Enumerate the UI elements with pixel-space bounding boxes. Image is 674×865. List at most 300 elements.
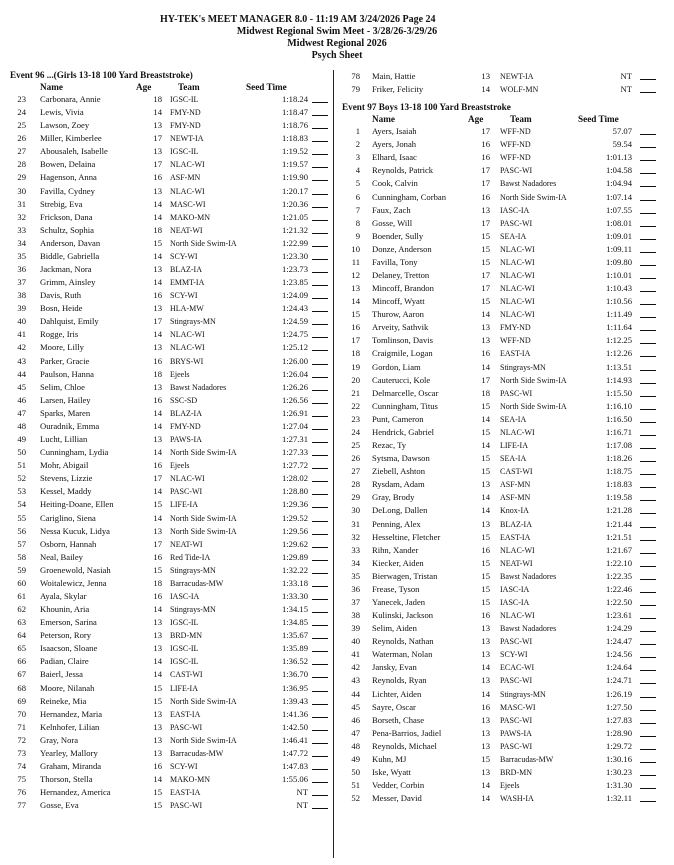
table-row bbox=[10, 590, 328, 603]
swimmer-name: Bosn, Heide bbox=[40, 303, 83, 314]
team-name: MASC-WI bbox=[500, 702, 536, 712]
team-name: Stingrays-MN bbox=[170, 565, 216, 575]
team-name: BRD-MN bbox=[170, 631, 203, 641]
swimmer-age: 15 bbox=[153, 564, 162, 575]
place-number: 34 bbox=[351, 557, 360, 568]
team-name: EAST-IA bbox=[170, 788, 201, 798]
team-name: FMY-ND bbox=[500, 323, 531, 333]
table-row bbox=[342, 648, 664, 661]
seed-time: 1:27.72 bbox=[281, 460, 308, 471]
final-time-blank bbox=[640, 213, 656, 214]
table-row bbox=[342, 70, 664, 83]
final-time-blank bbox=[640, 527, 656, 528]
final-time-blank bbox=[640, 92, 656, 93]
swimmer-age: 14 bbox=[153, 198, 162, 209]
place-number: 62 bbox=[17, 604, 26, 615]
seed-time: 1:15.50 bbox=[605, 387, 632, 398]
seed-time: 57.07 bbox=[612, 126, 632, 137]
swimmer-name: Vedder, Corbin bbox=[372, 780, 425, 791]
swimmer-name: Reynolds, Ryan bbox=[372, 675, 427, 686]
team-name: SEA-IA bbox=[500, 454, 527, 464]
team-name: WOLF-MN bbox=[500, 85, 539, 95]
final-time-blank bbox=[312, 246, 328, 247]
swimmer-age: 14 bbox=[153, 277, 162, 288]
team-name: NEAT-WI bbox=[170, 225, 203, 235]
swimmer-name: Delmarcelle, Oscar bbox=[372, 387, 439, 398]
swimmer-name: Boender, Sully bbox=[372, 230, 424, 241]
team-name: Stingrays-MN bbox=[500, 689, 546, 699]
place-number: 14 bbox=[351, 296, 360, 307]
table-row bbox=[342, 361, 664, 374]
seed-time: 1:27.33 bbox=[281, 447, 308, 458]
meet-name: Midwest Regional 2026 bbox=[287, 38, 387, 49]
final-time-blank bbox=[312, 756, 328, 757]
seed-time: 1:09.11 bbox=[606, 243, 632, 254]
seed-time: 1:29.36 bbox=[281, 499, 308, 510]
swimmer-name: Ayers, Isaiah bbox=[372, 126, 417, 137]
team-name: NLAC-WI bbox=[500, 611, 535, 621]
team-name: Ejeels bbox=[170, 369, 190, 379]
final-time-blank bbox=[312, 534, 328, 535]
seed-time: 1:22.10 bbox=[605, 557, 632, 568]
swimmer-name: Abousaleh, Isabelle bbox=[40, 146, 108, 157]
place-number: 60 bbox=[17, 577, 26, 588]
swimmer-name: Donze, Anderson bbox=[372, 243, 432, 254]
swimmer-name: Messer, David bbox=[372, 793, 422, 804]
final-time-blank bbox=[640, 697, 656, 698]
place-number: 24 bbox=[17, 107, 26, 118]
seed-time: 1:24.29 bbox=[605, 623, 632, 634]
swimmer-age: 13 bbox=[153, 303, 162, 314]
table-row bbox=[342, 269, 664, 282]
team-name: NLAC-WI bbox=[500, 244, 535, 254]
place-number: 44 bbox=[351, 688, 360, 699]
place-number: 46 bbox=[351, 714, 360, 725]
swimmer-name: Bierwagen, Tristan bbox=[372, 570, 438, 581]
team-name: NLAC-WI bbox=[500, 271, 535, 281]
place-number: 47 bbox=[351, 727, 360, 738]
swimmer-name: Kulinski, Jackson bbox=[372, 610, 434, 621]
swimmer-name: Faux, Zach bbox=[372, 204, 411, 215]
swimmer-age: 16 bbox=[153, 460, 162, 471]
swimmer-name: Arveity, Sathvik bbox=[372, 322, 429, 333]
place-number: 52 bbox=[351, 793, 360, 804]
place-number: 70 bbox=[17, 708, 26, 719]
swimmer-age: 15 bbox=[481, 453, 490, 464]
swimmer-name: Hagenson, Anna bbox=[40, 172, 97, 183]
final-time-blank bbox=[312, 795, 328, 796]
place-number: 15 bbox=[351, 309, 360, 320]
table-row bbox=[10, 93, 328, 106]
swimmer-name: Emerson, Sarina bbox=[40, 617, 97, 628]
place-number: 51 bbox=[17, 460, 26, 471]
swimmer-name: Waterman, Nolan bbox=[372, 649, 433, 660]
swimmer-age: 14 bbox=[153, 329, 162, 340]
seed-time: 1:16.50 bbox=[605, 413, 632, 424]
swimmer-age: 16 bbox=[481, 701, 490, 712]
swimmer-age: 15 bbox=[481, 243, 490, 254]
swimmer-age: 13 bbox=[153, 264, 162, 275]
final-time-blank bbox=[640, 173, 656, 174]
final-time-blank bbox=[640, 670, 656, 671]
swimmer-age: 16 bbox=[153, 590, 162, 601]
seed-time: 1:46.41 bbox=[281, 734, 308, 745]
right-column bbox=[342, 70, 664, 805]
final-time-blank bbox=[640, 474, 656, 475]
seed-time: 1:18.24 bbox=[281, 94, 308, 104]
team-name: SEA-IA bbox=[500, 231, 527, 241]
place-number: 40 bbox=[17, 316, 26, 327]
seed-time: 1:10.56 bbox=[605, 296, 632, 307]
swimmer-name: Groenewold, Nasiah bbox=[40, 564, 111, 575]
final-time-blank bbox=[640, 200, 656, 201]
team-name: Bawst Nadadores bbox=[500, 179, 557, 189]
table-row bbox=[10, 708, 328, 721]
table-row bbox=[10, 642, 328, 655]
seed-time: 1:22.35 bbox=[605, 570, 632, 581]
final-time-blank bbox=[640, 239, 656, 240]
swimmer-age: 16 bbox=[481, 139, 490, 150]
place-number: 21 bbox=[351, 387, 360, 398]
final-time-blank bbox=[640, 592, 656, 593]
swimmer-age: 17 bbox=[481, 178, 490, 189]
team-name: IASC-IA bbox=[500, 205, 530, 215]
swimmer-name: Cook, Calvin bbox=[372, 178, 418, 189]
place-number: 32 bbox=[17, 211, 26, 222]
swimmer-name: Lewis, Vivia bbox=[40, 107, 84, 118]
swimmer-age: 14 bbox=[481, 361, 490, 372]
seed-time: 1:24.47 bbox=[605, 636, 632, 647]
table-row bbox=[10, 355, 328, 368]
swimmer-name: Jansky, Evan bbox=[372, 662, 417, 673]
swimmer-name: Selim, Aiden bbox=[372, 623, 417, 634]
final-time-blank bbox=[640, 330, 656, 331]
swimmer-age: 13 bbox=[153, 630, 162, 641]
seed-time: 1:34.15 bbox=[281, 604, 308, 615]
table-row bbox=[342, 426, 664, 439]
table-row bbox=[10, 145, 328, 158]
table-row bbox=[342, 766, 664, 779]
team-name: MAKO-MN bbox=[170, 775, 210, 785]
swimmer-name: Kelnhofer, Lilian bbox=[40, 721, 100, 732]
table-row bbox=[342, 191, 664, 204]
team-name: WFF-ND bbox=[500, 127, 531, 137]
place-number: 53 bbox=[17, 486, 26, 497]
team-name: Bawst Nadadores bbox=[170, 382, 227, 392]
place-number: 75 bbox=[17, 774, 26, 785]
swimmer-age: 15 bbox=[481, 557, 490, 568]
swimmer-name: Lawson, Zoey bbox=[40, 120, 90, 131]
seed-time: 1:47.72 bbox=[281, 747, 308, 758]
seed-time: 1:35.67 bbox=[281, 630, 308, 641]
table-row bbox=[10, 721, 328, 734]
seed-time: 1:19.57 bbox=[281, 159, 308, 170]
seed-time: 1:39.43 bbox=[281, 695, 308, 706]
team-name: IGSC-IL bbox=[170, 147, 199, 157]
place-number: 28 bbox=[17, 159, 26, 170]
team-name: BRYS-WI bbox=[170, 356, 204, 366]
swimmer-age: 13 bbox=[153, 434, 162, 445]
swimmer-name: Cunningham, Titus bbox=[372, 400, 438, 411]
team-name: PASC-WI bbox=[500, 388, 533, 398]
seed-time: 1:14.93 bbox=[605, 374, 632, 385]
final-time-blank bbox=[312, 141, 328, 142]
team-name: PASC-WI bbox=[170, 801, 203, 811]
place-number: 42 bbox=[17, 342, 26, 353]
seed-time: 1:11.64 bbox=[606, 322, 632, 333]
final-time-blank bbox=[640, 788, 656, 789]
swimmer-name: Reynolds, Michael bbox=[372, 740, 437, 751]
seed-time: 1:01.13 bbox=[605, 152, 632, 163]
swimmer-name: Sayre, Oscar bbox=[372, 701, 416, 712]
swimmer-age: 13 bbox=[153, 120, 162, 131]
swimmer-name: Gordon, Liam bbox=[372, 361, 421, 372]
final-time-blank bbox=[640, 461, 656, 462]
place-number: 57 bbox=[17, 538, 26, 549]
swimmer-name: Elhard, Isaac bbox=[372, 152, 417, 163]
team-name: North Side Swim-IA bbox=[500, 192, 567, 202]
place-number: 44 bbox=[17, 368, 26, 379]
team-name: Barracudas-MW bbox=[170, 748, 224, 758]
table-row bbox=[342, 413, 664, 426]
team-name: Stingrays-MN bbox=[170, 605, 216, 615]
table-row bbox=[10, 498, 328, 511]
team-name: PASC-WI bbox=[170, 722, 203, 732]
swimmer-name: Bowen, Delaina bbox=[40, 159, 96, 170]
seed-time: 1:35.89 bbox=[281, 643, 308, 654]
table-row bbox=[342, 701, 664, 714]
table-row bbox=[10, 512, 328, 525]
seed-time: 1:32.22 bbox=[281, 564, 308, 575]
table-row bbox=[10, 119, 328, 132]
seed-time: 1:33.30 bbox=[281, 590, 308, 601]
swimmer-name: Penning, Alex bbox=[372, 518, 421, 529]
table-row bbox=[10, 773, 328, 786]
table-row bbox=[10, 459, 328, 472]
final-time-blank bbox=[640, 356, 656, 357]
place-number: 13 bbox=[351, 283, 360, 294]
final-time-blank bbox=[640, 278, 656, 279]
swimmer-age: 17 bbox=[153, 473, 162, 484]
seed-time: 1:19.90 bbox=[281, 172, 308, 183]
place-number: 59 bbox=[17, 564, 26, 575]
swimmer-age: 13 bbox=[481, 727, 490, 738]
final-time-blank bbox=[312, 455, 328, 456]
place-number: 35 bbox=[17, 250, 26, 261]
seed-time: 1:33.18 bbox=[281, 577, 308, 588]
final-time-blank bbox=[312, 128, 328, 129]
seed-time: 1:16.71 bbox=[605, 426, 632, 437]
table-row bbox=[342, 452, 664, 465]
final-time-blank bbox=[640, 160, 656, 161]
seed-time: 1:22.50 bbox=[605, 596, 632, 607]
place-number: 30 bbox=[17, 185, 26, 196]
place-number: 26 bbox=[17, 133, 26, 144]
team-name: PASC-WI bbox=[500, 715, 533, 725]
seed-time: 1:04.94 bbox=[605, 178, 632, 189]
seed-time: 1:29.56 bbox=[281, 525, 308, 536]
team-name: North Side Swim-IA bbox=[170, 526, 237, 536]
swimmer-age: 14 bbox=[481, 505, 490, 516]
place-number: 35 bbox=[351, 570, 360, 581]
team-name: SSC-SD bbox=[170, 395, 198, 405]
header-age: Age bbox=[468, 114, 484, 125]
place-number: 65 bbox=[17, 643, 26, 654]
table-row bbox=[10, 616, 328, 629]
final-time-blank bbox=[640, 644, 656, 645]
team-name: North Side Swim-IA bbox=[170, 735, 237, 745]
seed-time: 1:34.85 bbox=[281, 617, 308, 628]
table-row bbox=[10, 237, 328, 250]
team-name: NLAC-WI bbox=[500, 545, 535, 555]
swimmer-age: 16 bbox=[153, 290, 162, 301]
team-name: Ejeels bbox=[170, 461, 190, 471]
swimmer-name: Yearley, Mallory bbox=[40, 747, 98, 758]
seed-time: 1:13.51 bbox=[605, 361, 632, 372]
seed-time: 1:24.59 bbox=[281, 316, 308, 327]
final-time-blank bbox=[640, 710, 656, 711]
table-row bbox=[342, 387, 664, 400]
table-row bbox=[342, 674, 664, 687]
table-row bbox=[342, 753, 664, 766]
table-row bbox=[342, 400, 664, 413]
header-age: Age bbox=[136, 82, 152, 92]
team-name: SCY-WI bbox=[170, 761, 198, 771]
seed-time: 1:18.26 bbox=[605, 453, 632, 464]
place-number: 39 bbox=[351, 623, 360, 634]
table-row bbox=[10, 747, 328, 760]
team-name: EAST-IA bbox=[500, 349, 531, 359]
table-row bbox=[342, 714, 664, 727]
final-time-blank bbox=[640, 304, 656, 305]
final-time-blank bbox=[312, 220, 328, 221]
team-name: CAST-WI bbox=[500, 467, 533, 477]
swimmer-age: 15 bbox=[481, 400, 490, 411]
table-row bbox=[10, 538, 328, 551]
team-name: IGSC-IL bbox=[170, 644, 199, 654]
swimmer-age: 13 bbox=[481, 740, 490, 751]
swimmer-age: 14 bbox=[481, 793, 490, 804]
event-96-rows bbox=[10, 93, 328, 812]
team-name: NLAC-WI bbox=[500, 257, 535, 267]
team-name: FMY-ND bbox=[170, 108, 201, 118]
swimmer-name: Gray, Nora bbox=[40, 734, 79, 745]
swimmer-age: 15 bbox=[481, 596, 490, 607]
final-time-blank bbox=[312, 547, 328, 548]
seed-time: 1:24.56 bbox=[605, 649, 632, 660]
swimmer-name: Favilla, Cydney bbox=[40, 185, 95, 196]
swimmer-name: Ziebell, Ashton bbox=[372, 466, 425, 477]
swimmer-age: 17 bbox=[481, 126, 490, 137]
swimmer-name: Ouradnik, Emma bbox=[40, 420, 100, 431]
team-name: NEAT-WI bbox=[500, 558, 533, 568]
table-row bbox=[342, 570, 664, 583]
swimmer-name: Hernandez, America bbox=[40, 787, 111, 798]
place-number: 78 bbox=[351, 71, 360, 81]
table-row bbox=[342, 635, 664, 648]
table-row bbox=[10, 682, 328, 695]
seed-time: 1:47.83 bbox=[281, 760, 308, 771]
final-time-blank bbox=[312, 390, 328, 391]
seed-time: 59.54 bbox=[612, 139, 632, 150]
swimmer-age: 15 bbox=[153, 800, 162, 811]
swimmer-name: Thorson, Stella bbox=[40, 774, 93, 785]
swimmer-age: 13 bbox=[153, 721, 162, 732]
team-name: LIFE-IA bbox=[170, 683, 198, 693]
final-time-blank bbox=[312, 521, 328, 522]
seed-time: 1:23.73 bbox=[281, 264, 308, 275]
swimmer-name: Borseth, Chase bbox=[372, 714, 425, 725]
swimmer-age: 16 bbox=[153, 355, 162, 366]
swimmer-name: Moore, Nilanah bbox=[40, 682, 95, 693]
swimmer-age: 13 bbox=[481, 322, 490, 333]
final-time-blank bbox=[312, 115, 328, 116]
place-number: 31 bbox=[17, 198, 26, 209]
seed-time: 1:21.32 bbox=[281, 224, 308, 235]
swimmer-name: Nessa Kucuk, Lidya bbox=[40, 525, 110, 536]
swimmer-name: Peterson, Rory bbox=[40, 630, 92, 641]
seed-time: 1:30.16 bbox=[605, 753, 632, 764]
event-96-title: Event 96 ...(Girls 13-18 100 Yard Breaststroke) bbox=[10, 70, 193, 80]
place-number: 7 bbox=[355, 204, 360, 215]
seed-time: 1:21.05 bbox=[281, 211, 308, 222]
final-time-blank bbox=[640, 566, 656, 567]
place-number: 2 bbox=[355, 139, 360, 150]
final-time-blank bbox=[312, 625, 328, 626]
table-row bbox=[342, 217, 664, 230]
table-row bbox=[342, 204, 664, 217]
place-number: 25 bbox=[17, 120, 26, 131]
final-time-blank bbox=[640, 79, 656, 80]
place-number: 67 bbox=[17, 669, 26, 680]
table-row bbox=[342, 609, 664, 622]
table-row bbox=[10, 668, 328, 681]
table-row bbox=[342, 792, 664, 805]
swimmer-name: Khounin, Aria bbox=[40, 604, 90, 615]
table-row bbox=[10, 276, 328, 289]
place-number: 18 bbox=[351, 348, 360, 359]
team-name: NLAC-WI bbox=[500, 297, 535, 307]
event-97-rows bbox=[342, 125, 664, 805]
team-name: NLAC-WI bbox=[170, 343, 205, 353]
team-name: IASC-IA bbox=[500, 597, 530, 607]
seed-time: 1:26.00 bbox=[281, 355, 308, 366]
final-time-blank bbox=[312, 769, 328, 770]
table-row bbox=[342, 504, 664, 517]
seed-time: 1:17.08 bbox=[605, 440, 632, 451]
final-time-blank bbox=[312, 311, 328, 312]
final-time-blank bbox=[312, 233, 328, 234]
seed-time: 1:55.06 bbox=[281, 774, 308, 785]
place-number: 34 bbox=[17, 237, 26, 248]
team-name: EAST-IA bbox=[170, 709, 201, 719]
seed-time: 1:36.52 bbox=[281, 656, 308, 667]
place-number: 6 bbox=[355, 191, 360, 202]
swimmer-name: Mincoff, Wyatt bbox=[372, 296, 425, 307]
team-name: PASC-WI bbox=[500, 741, 533, 751]
table-row bbox=[10, 655, 328, 668]
team-name: EMMT-IA bbox=[170, 278, 205, 288]
swimmer-age: 13 bbox=[153, 381, 162, 392]
final-time-blank bbox=[312, 416, 328, 417]
final-time-blank bbox=[312, 560, 328, 561]
swimmer-name: Padian, Claire bbox=[40, 656, 89, 667]
team-name: North Side Swim-IA bbox=[170, 696, 237, 706]
place-number: 61 bbox=[17, 590, 26, 601]
seed-time: 1:21.28 bbox=[605, 505, 632, 516]
swimmer-age: 16 bbox=[481, 152, 490, 163]
seed-time: 1:24.75 bbox=[281, 329, 308, 340]
